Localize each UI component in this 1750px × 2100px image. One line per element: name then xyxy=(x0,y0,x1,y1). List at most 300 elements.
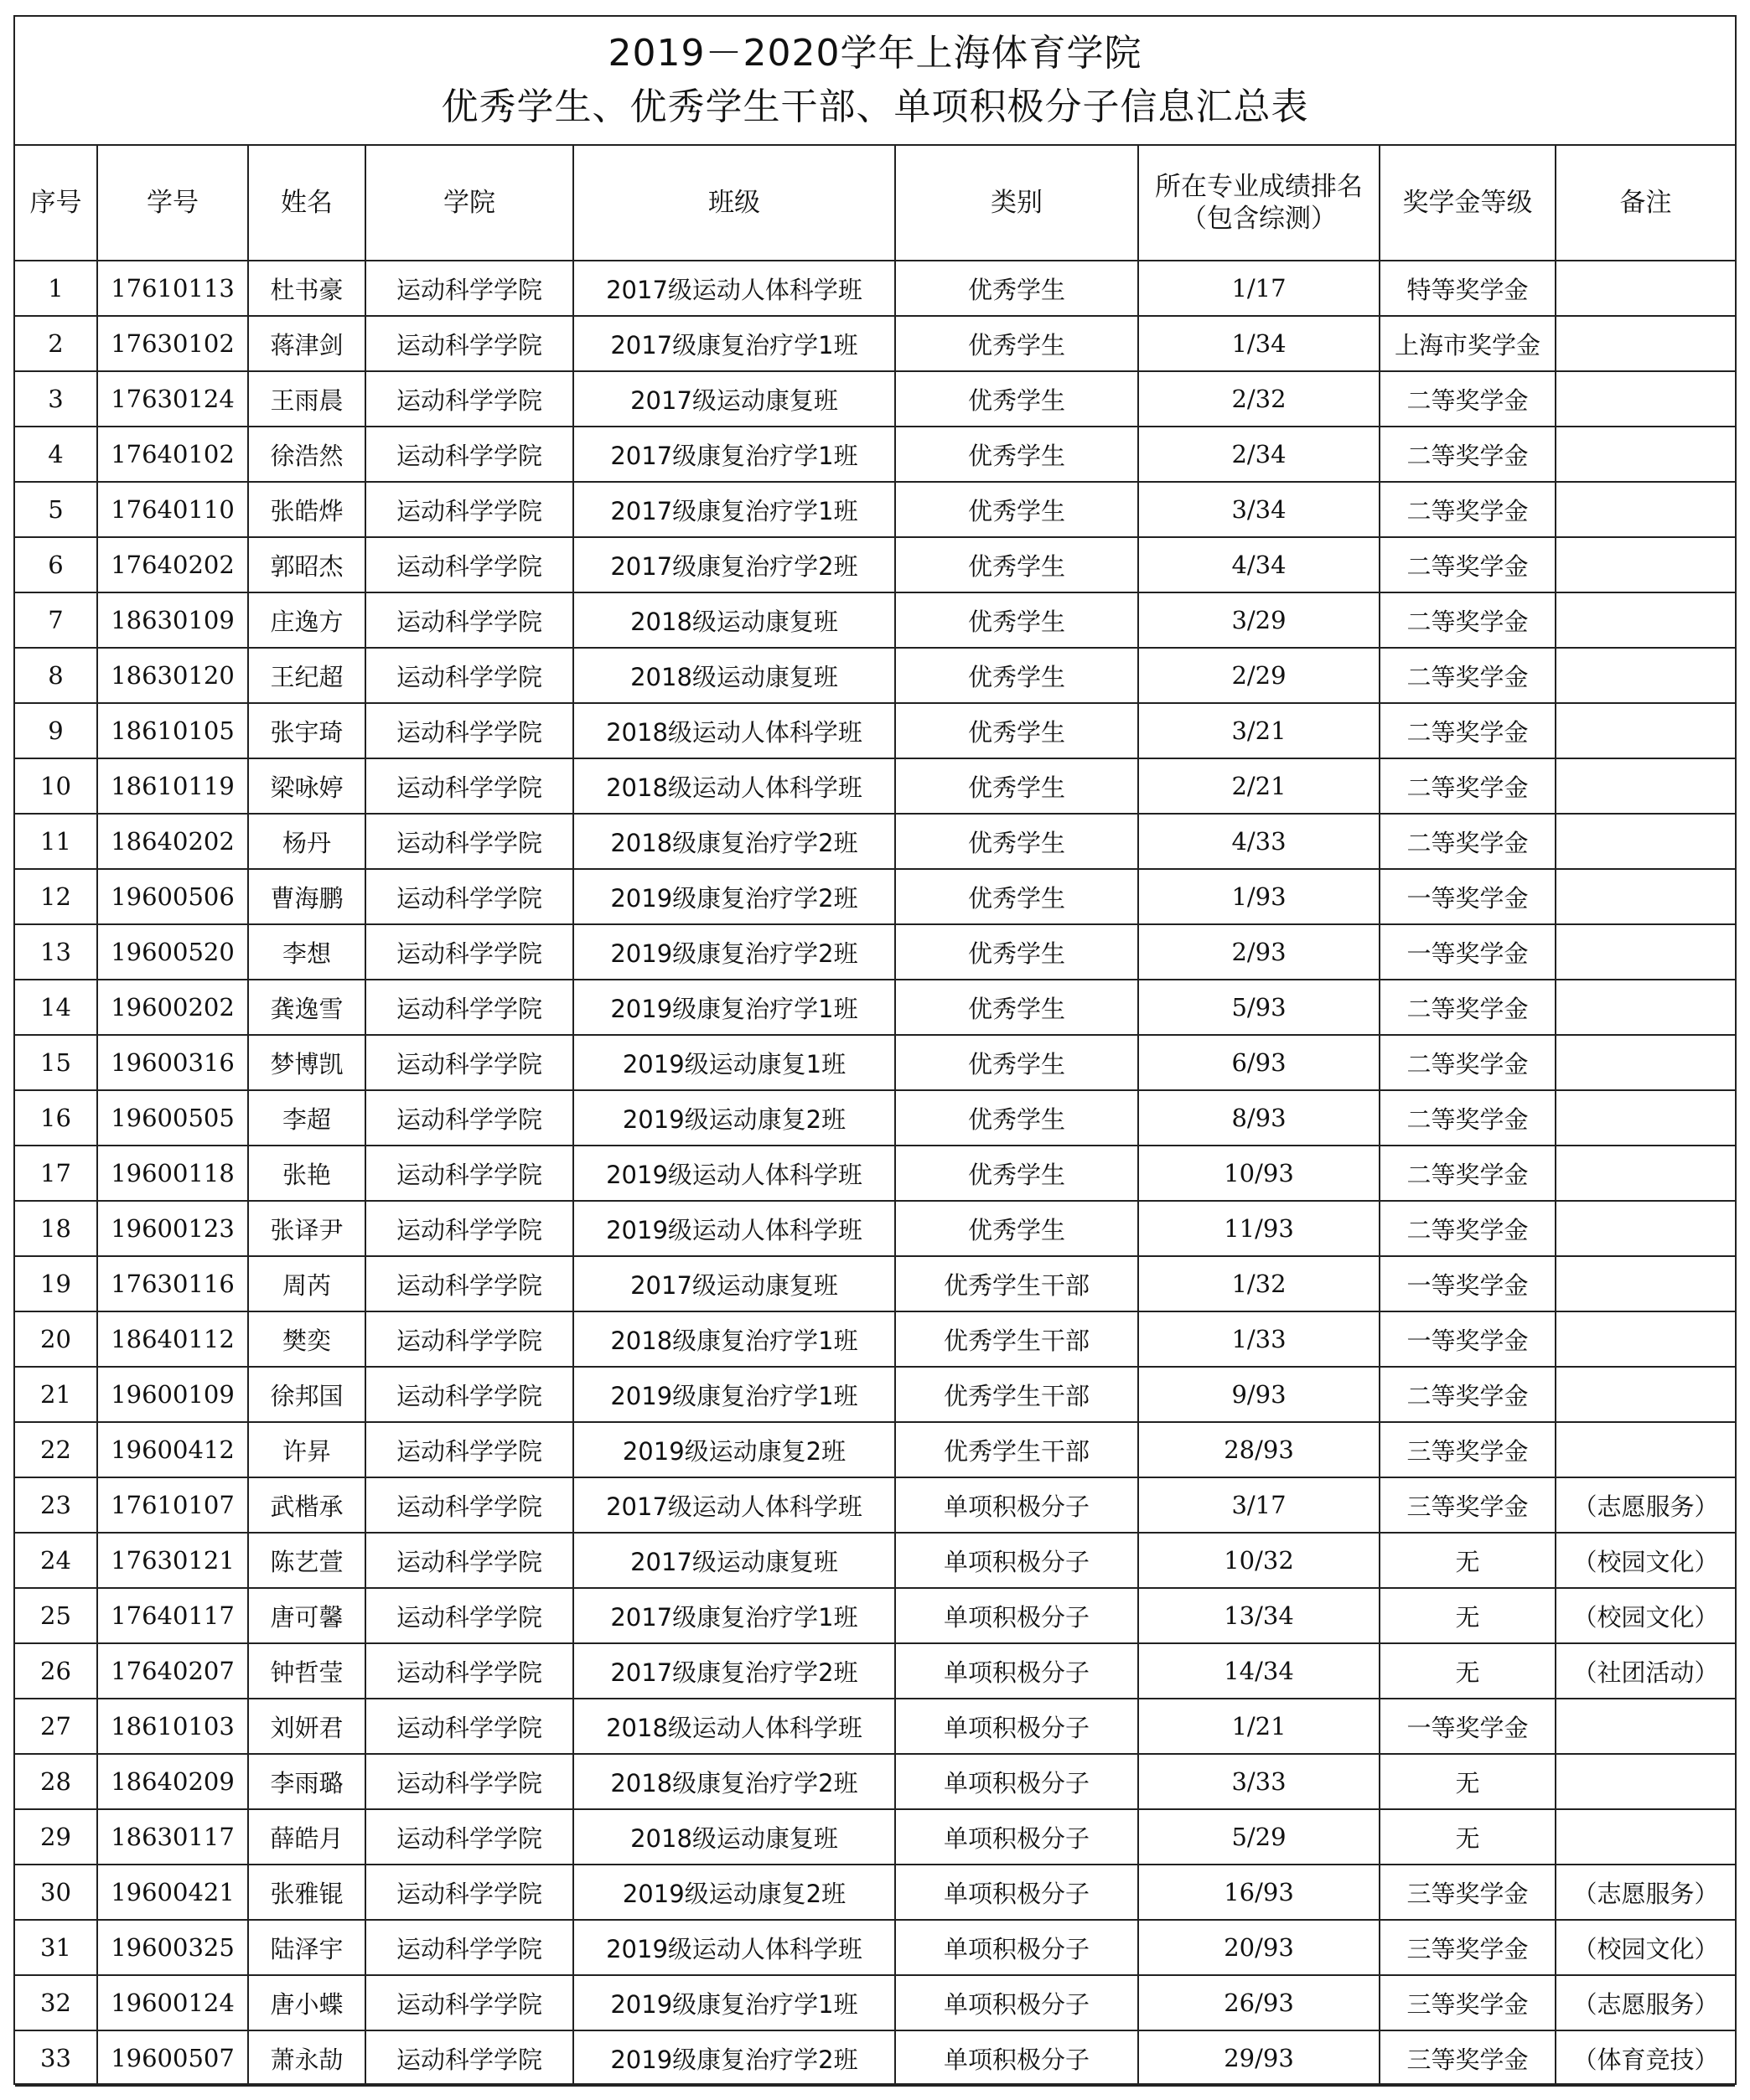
table-row xyxy=(15,1699,1735,1754)
class-cell: 2019级康复治疗学2班 xyxy=(573,2030,895,2086)
student-id-cell: 19600109 xyxy=(97,1367,248,1422)
college-cell: 运动科学学院 xyxy=(365,1090,573,1146)
student-id-cell: 17640117 xyxy=(97,1588,248,1643)
note-cell xyxy=(1556,869,1735,924)
table-row xyxy=(15,758,1735,814)
note-cell xyxy=(1556,1367,1735,1422)
college-cell: 运动科学学院 xyxy=(365,1201,573,1256)
rank-cell: 13/34 xyxy=(1138,1588,1380,1643)
class-cell: 2019级康复治疗学1班 xyxy=(573,1367,895,1422)
table-row xyxy=(15,1975,1735,2030)
note-cell xyxy=(1556,648,1735,703)
scholarship-cell: 二等奖学金 xyxy=(1380,427,1556,482)
category-cell: 优秀学生 xyxy=(895,1035,1138,1090)
college-cell: 运动科学学院 xyxy=(365,1643,573,1699)
scholarship-cell: 上海市奖学金 xyxy=(1380,316,1556,371)
name-cell: 樊奕 xyxy=(248,1311,365,1367)
scholarship-cell: 二等奖学金 xyxy=(1380,703,1556,758)
college-cell: 运动科学学院 xyxy=(365,1035,573,1090)
seq-cell: 6 xyxy=(15,537,97,592)
category-cell: 单项积极分子 xyxy=(895,1477,1138,1533)
college-cell: 运动科学学院 xyxy=(365,758,573,814)
category-cell: 单项积极分子 xyxy=(895,1975,1138,2030)
name-cell: 徐浩然 xyxy=(248,427,365,482)
category-cell: 单项积极分子 xyxy=(895,1754,1138,1809)
scholarship-cell: 三等奖学金 xyxy=(1380,1975,1556,2030)
student-id-cell: 17610107 xyxy=(97,1477,248,1533)
class-cell: 2018级康复治疗学1班 xyxy=(573,1311,895,1367)
seq-cell: 27 xyxy=(15,1699,97,1754)
table-row xyxy=(15,427,1735,482)
class-cell: 2017级康复治疗学1班 xyxy=(573,427,895,482)
scholarship-cell: 三等奖学金 xyxy=(1380,1920,1556,1975)
category-cell: 优秀学生 xyxy=(895,371,1138,427)
college-cell: 运动科学学院 xyxy=(365,1588,573,1643)
scholarship-cell: 二等奖学金 xyxy=(1380,371,1556,427)
name-cell: 庄逸方 xyxy=(248,592,365,648)
note-cell xyxy=(1556,1754,1735,1809)
college-cell: 运动科学学院 xyxy=(365,1699,573,1754)
seq-cell: 12 xyxy=(15,869,97,924)
table-row xyxy=(15,1643,1735,1699)
rank-cell: 2/34 xyxy=(1138,427,1380,482)
seq-cell: 16 xyxy=(15,1090,97,1146)
rank-cell: 5/29 xyxy=(1138,1809,1380,1865)
category-cell: 优秀学生 xyxy=(895,980,1138,1035)
category-cell: 优秀学生 xyxy=(895,1090,1138,1146)
rank-cell: 3/34 xyxy=(1138,482,1380,537)
note-cell xyxy=(1556,427,1735,482)
table-row xyxy=(15,703,1735,758)
note-cell xyxy=(1556,814,1735,869)
scholarship-cell: 三等奖学金 xyxy=(1380,1477,1556,1533)
scholarship-cell: 二等奖学金 xyxy=(1380,1201,1556,1256)
name-cell: 刘妍君 xyxy=(248,1699,365,1754)
scholarship-cell: 一等奖学金 xyxy=(1380,1311,1556,1367)
note-cell xyxy=(1556,371,1735,427)
scholarship-cell: 二等奖学金 xyxy=(1380,980,1556,1035)
scholarship-cell: 二等奖学金 xyxy=(1380,758,1556,814)
name-cell: 杨丹 xyxy=(248,814,365,869)
rank-cell: 10/93 xyxy=(1138,1146,1380,1201)
student-id-cell: 19600520 xyxy=(97,924,248,980)
class-cell: 2017级运动康复班 xyxy=(573,371,895,427)
rank-cell: 8/93 xyxy=(1138,1090,1380,1146)
table-row xyxy=(15,1920,1735,1975)
name-cell: 薛皓月 xyxy=(248,1809,365,1865)
class-cell: 2018级运动康复班 xyxy=(573,1809,895,1865)
scholarship-cell: 二等奖学金 xyxy=(1380,814,1556,869)
table-row xyxy=(15,2030,1735,2086)
college-cell: 运动科学学院 xyxy=(365,1920,573,1975)
note-cell xyxy=(1556,261,1735,316)
note-cell: （社团活动） xyxy=(1556,1643,1735,1699)
seq-cell: 23 xyxy=(15,1477,97,1533)
class-cell: 2019级康复治疗学2班 xyxy=(573,869,895,924)
rank-cell: 11/93 xyxy=(1138,1201,1380,1256)
table-row xyxy=(15,1367,1735,1422)
header-college: 学院 xyxy=(365,146,573,261)
student-id-cell: 19600412 xyxy=(97,1422,248,1477)
scholarship-cell: 二等奖学金 xyxy=(1380,1146,1556,1201)
student-id-cell: 19600325 xyxy=(97,1920,248,1975)
class-cell: 2018级运动康复班 xyxy=(573,648,895,703)
class-cell: 2019级运动康复2班 xyxy=(573,1422,895,1477)
college-cell: 运动科学学院 xyxy=(365,261,573,316)
category-cell: 优秀学生干部 xyxy=(895,1256,1138,1311)
rank-cell: 1/17 xyxy=(1138,261,1380,316)
name-cell: 王纪超 xyxy=(248,648,365,703)
note-cell xyxy=(1556,482,1735,537)
class-cell: 2019级康复治疗学1班 xyxy=(573,1975,895,2030)
note-cell xyxy=(1556,592,1735,648)
summary-sheet xyxy=(13,15,1737,2085)
college-cell: 运动科学学院 xyxy=(365,1367,573,1422)
class-cell: 2017级运动人体科学班 xyxy=(573,261,895,316)
rank-cell: 3/17 xyxy=(1138,1477,1380,1533)
category-cell: 优秀学生 xyxy=(895,316,1138,371)
name-cell: 郭昭杰 xyxy=(248,537,365,592)
note-cell: （体育竞技） xyxy=(1556,2030,1735,2086)
table-row xyxy=(15,648,1735,703)
table-row xyxy=(15,1809,1735,1865)
category-cell: 优秀学生 xyxy=(895,427,1138,482)
college-cell: 运动科学学院 xyxy=(365,1146,573,1201)
student-id-cell: 19600123 xyxy=(97,1201,248,1256)
header-scholarship: 奖学金等级 xyxy=(1380,146,1556,261)
rank-cell: 4/33 xyxy=(1138,814,1380,869)
class-cell: 2017级康复治疗学2班 xyxy=(573,537,895,592)
scholarship-cell: 无 xyxy=(1380,1754,1556,1809)
student-id-cell: 19600316 xyxy=(97,1035,248,1090)
name-cell: 李雨璐 xyxy=(248,1754,365,1809)
rank-cell: 6/93 xyxy=(1138,1035,1380,1090)
table-row xyxy=(15,1754,1735,1809)
table-row xyxy=(15,980,1735,1035)
header-rank-line-1: 所在专业成绩排名 xyxy=(1155,172,1363,202)
seq-cell: 19 xyxy=(15,1256,97,1311)
college-cell: 运动科学学院 xyxy=(365,592,573,648)
scholarship-cell: 二等奖学金 xyxy=(1380,1367,1556,1422)
header-rank xyxy=(1138,146,1380,261)
title-line-1: 2019－2020学年上海体育学院 xyxy=(608,32,1142,75)
class-cell: 2018级运动人体科学班 xyxy=(573,758,895,814)
scholarship-cell: 二等奖学金 xyxy=(1380,537,1556,592)
category-cell: 优秀学生 xyxy=(895,1146,1138,1201)
category-cell: 优秀学生 xyxy=(895,924,1138,980)
student-id-cell: 17640207 xyxy=(97,1643,248,1699)
category-cell: 单项积极分子 xyxy=(895,1699,1138,1754)
table-row xyxy=(15,1422,1735,1477)
note-cell xyxy=(1556,980,1735,1035)
class-cell: 2018级运动人体科学班 xyxy=(573,703,895,758)
seq-cell: 8 xyxy=(15,648,97,703)
scholarship-cell: 一等奖学金 xyxy=(1380,1699,1556,1754)
scholarship-cell: 三等奖学金 xyxy=(1380,1422,1556,1477)
category-cell: 单项积极分子 xyxy=(895,1920,1138,1975)
rank-cell: 1/32 xyxy=(1138,1256,1380,1311)
category-cell: 单项积极分子 xyxy=(895,1809,1138,1865)
student-id-cell: 18630117 xyxy=(97,1809,248,1865)
college-cell: 运动科学学院 xyxy=(365,1477,573,1533)
college-cell: 运动科学学院 xyxy=(365,1865,573,1920)
seq-cell: 15 xyxy=(15,1035,97,1090)
seq-cell: 20 xyxy=(15,1311,97,1367)
category-cell: 单项积极分子 xyxy=(895,1533,1138,1588)
rank-cell: 10/32 xyxy=(1138,1533,1380,1588)
student-id-cell: 19600124 xyxy=(97,1975,248,2030)
table-row xyxy=(15,261,1735,316)
seq-cell: 3 xyxy=(15,371,97,427)
name-cell: 张译尹 xyxy=(248,1201,365,1256)
header-student-id: 学号 xyxy=(97,146,248,261)
scholarship-cell: 一等奖学金 xyxy=(1380,869,1556,924)
rank-cell: 28/93 xyxy=(1138,1422,1380,1477)
college-cell: 运动科学学院 xyxy=(365,703,573,758)
name-cell: 陈艺萱 xyxy=(248,1533,365,1588)
seq-cell: 28 xyxy=(15,1754,97,1809)
category-cell: 单项积极分子 xyxy=(895,1865,1138,1920)
name-cell: 梦博凯 xyxy=(248,1035,365,1090)
college-cell: 运动科学学院 xyxy=(365,2030,573,2086)
college-cell: 运动科学学院 xyxy=(365,869,573,924)
category-cell: 优秀学生 xyxy=(895,814,1138,869)
rank-cell: 5/93 xyxy=(1138,980,1380,1035)
seq-cell: 26 xyxy=(15,1643,97,1699)
note-cell xyxy=(1556,1422,1735,1477)
note-cell: （校园文化） xyxy=(1556,1588,1735,1643)
class-cell: 2017级康复治疗学2班 xyxy=(573,1643,895,1699)
rank-cell: 29/93 xyxy=(1138,2030,1380,2086)
rank-cell: 1/33 xyxy=(1138,1311,1380,1367)
table-row xyxy=(15,1533,1735,1588)
seq-cell: 17 xyxy=(15,1146,97,1201)
note-cell: （志愿服务） xyxy=(1556,1975,1735,2030)
seq-cell: 30 xyxy=(15,1865,97,1920)
table-row xyxy=(15,1035,1735,1090)
title-block xyxy=(15,17,1735,146)
scholarship-cell: 一等奖学金 xyxy=(1380,1256,1556,1311)
name-cell: 张皓烨 xyxy=(248,482,365,537)
college-cell: 运动科学学院 xyxy=(365,1754,573,1809)
category-cell: 优秀学生 xyxy=(895,648,1138,703)
seq-cell: 22 xyxy=(15,1422,97,1477)
table-row xyxy=(15,924,1735,980)
class-cell: 2019级康复治疗学1班 xyxy=(573,980,895,1035)
note-cell xyxy=(1556,537,1735,592)
class-cell: 2019级运动人体科学班 xyxy=(573,1920,895,1975)
name-cell: 陆泽宇 xyxy=(248,1920,365,1975)
table-row xyxy=(15,482,1735,537)
scholarship-cell: 二等奖学金 xyxy=(1380,648,1556,703)
table-body xyxy=(15,261,1735,2086)
seq-cell: 2 xyxy=(15,316,97,371)
category-cell: 优秀学生干部 xyxy=(895,1367,1138,1422)
seq-cell: 32 xyxy=(15,1975,97,2030)
rank-cell: 1/21 xyxy=(1138,1699,1380,1754)
table-row xyxy=(15,316,1735,371)
seq-cell: 7 xyxy=(15,592,97,648)
note-cell xyxy=(1556,1256,1735,1311)
rank-cell: 2/21 xyxy=(1138,758,1380,814)
class-cell: 2017级康复治疗学1班 xyxy=(573,316,895,371)
seq-cell: 29 xyxy=(15,1809,97,1865)
college-cell: 运动科学学院 xyxy=(365,1975,573,2030)
header-seq: 序号 xyxy=(15,146,97,261)
scholarship-cell: 特等奖学金 xyxy=(1380,261,1556,316)
student-id-cell: 17630121 xyxy=(97,1533,248,1588)
table-row xyxy=(15,371,1735,427)
note-cell xyxy=(1556,1809,1735,1865)
category-cell: 单项积极分子 xyxy=(895,1643,1138,1699)
scholarship-cell: 三等奖学金 xyxy=(1380,1865,1556,1920)
student-id-cell: 19600507 xyxy=(97,2030,248,2086)
scholarship-cell: 三等奖学金 xyxy=(1380,2030,1556,2086)
college-cell: 运动科学学院 xyxy=(365,648,573,703)
college-cell: 运动科学学院 xyxy=(365,316,573,371)
table-row xyxy=(15,1146,1735,1201)
college-cell: 运动科学学院 xyxy=(365,924,573,980)
student-id-cell: 17640110 xyxy=(97,482,248,537)
class-cell: 2018级运动人体科学班 xyxy=(573,1699,895,1754)
scholarship-cell: 二等奖学金 xyxy=(1380,1090,1556,1146)
name-cell: 王雨晨 xyxy=(248,371,365,427)
note-cell: （志愿服务） xyxy=(1556,1865,1735,1920)
category-cell: 优秀学生 xyxy=(895,537,1138,592)
seq-cell: 11 xyxy=(15,814,97,869)
header-rank-line-2: （包含综测） xyxy=(1181,204,1337,234)
seq-cell: 1 xyxy=(15,261,97,316)
name-cell: 张雅锟 xyxy=(248,1865,365,1920)
note-cell xyxy=(1556,1311,1735,1367)
college-cell: 运动科学学院 xyxy=(365,814,573,869)
seq-cell: 14 xyxy=(15,980,97,1035)
scholarship-cell: 无 xyxy=(1380,1643,1556,1699)
student-id-cell: 18610119 xyxy=(97,758,248,814)
college-cell: 运动科学学院 xyxy=(365,1256,573,1311)
rank-cell: 1/34 xyxy=(1138,316,1380,371)
class-cell: 2019级运动人体科学班 xyxy=(573,1201,895,1256)
student-id-cell: 19600505 xyxy=(97,1090,248,1146)
name-cell: 杜书豪 xyxy=(248,261,365,316)
name-cell: 徐邦国 xyxy=(248,1367,365,1422)
category-cell: 优秀学生 xyxy=(895,869,1138,924)
college-cell: 运动科学学院 xyxy=(365,1533,573,1588)
college-cell: 运动科学学院 xyxy=(365,980,573,1035)
rank-cell: 1/93 xyxy=(1138,869,1380,924)
class-cell: 2017级康复治疗学1班 xyxy=(573,1588,895,1643)
name-cell: 曹海鹏 xyxy=(248,869,365,924)
note-cell: （校园文化） xyxy=(1556,1533,1735,1588)
note-cell xyxy=(1556,1035,1735,1090)
name-cell: 萧永劼 xyxy=(248,2030,365,2086)
student-id-cell: 19600506 xyxy=(97,869,248,924)
student-id-cell: 18610103 xyxy=(97,1699,248,1754)
category-cell: 优秀学生 xyxy=(895,703,1138,758)
student-id-cell: 18630109 xyxy=(97,592,248,648)
table-row xyxy=(15,1090,1735,1146)
student-id-cell: 19600202 xyxy=(97,980,248,1035)
table-row xyxy=(15,1256,1735,1311)
college-cell: 运动科学学院 xyxy=(365,1809,573,1865)
table-row xyxy=(15,1588,1735,1643)
class-cell: 2017级运动康复班 xyxy=(573,1533,895,1588)
name-cell: 唐可馨 xyxy=(248,1588,365,1643)
note-cell xyxy=(1556,316,1735,371)
category-cell: 优秀学生 xyxy=(895,1201,1138,1256)
rank-cell: 9/93 xyxy=(1138,1367,1380,1422)
table-row xyxy=(15,1477,1735,1533)
name-cell: 梁咏婷 xyxy=(248,758,365,814)
rank-cell: 4/34 xyxy=(1138,537,1380,592)
college-cell: 运动科学学院 xyxy=(365,371,573,427)
table-row xyxy=(15,869,1735,924)
class-cell: 2019级运动康复2班 xyxy=(573,1865,895,1920)
category-cell: 单项积极分子 xyxy=(895,2030,1138,2086)
class-cell: 2019级运动康复1班 xyxy=(573,1035,895,1090)
note-cell xyxy=(1556,1090,1735,1146)
header-note: 备注 xyxy=(1556,146,1735,261)
seq-cell: 9 xyxy=(15,703,97,758)
scholarship-cell: 一等奖学金 xyxy=(1380,924,1556,980)
student-id-cell: 19600421 xyxy=(97,1865,248,1920)
seq-cell: 21 xyxy=(15,1367,97,1422)
rank-cell: 2/29 xyxy=(1138,648,1380,703)
seq-cell: 4 xyxy=(15,427,97,482)
student-id-cell: 17630124 xyxy=(97,371,248,427)
table-row xyxy=(15,1201,1735,1256)
name-cell: 周芮 xyxy=(248,1256,365,1311)
note-cell xyxy=(1556,703,1735,758)
scholarship-cell: 无 xyxy=(1380,1533,1556,1588)
seq-cell: 13 xyxy=(15,924,97,980)
category-cell: 优秀学生 xyxy=(895,758,1138,814)
table-row xyxy=(15,592,1735,648)
seq-cell: 25 xyxy=(15,1588,97,1643)
student-id-cell: 17640102 xyxy=(97,427,248,482)
name-cell: 许昇 xyxy=(248,1422,365,1477)
seq-cell: 33 xyxy=(15,2030,97,2086)
class-cell: 2018级康复治疗学2班 xyxy=(573,814,895,869)
note-cell xyxy=(1556,924,1735,980)
student-id-cell: 18630120 xyxy=(97,648,248,703)
rank-cell: 2/32 xyxy=(1138,371,1380,427)
rank-cell: 2/93 xyxy=(1138,924,1380,980)
name-cell: 张艳 xyxy=(248,1146,365,1201)
class-cell: 2017级康复治疗学1班 xyxy=(573,482,895,537)
class-cell: 2019级运动康复2班 xyxy=(573,1090,895,1146)
class-cell: 2019级运动人体科学班 xyxy=(573,1146,895,1201)
name-cell: 张宇琦 xyxy=(248,703,365,758)
note-cell xyxy=(1556,1699,1735,1754)
student-id-cell: 18640209 xyxy=(97,1754,248,1809)
table-row xyxy=(15,814,1735,869)
header-row xyxy=(15,146,1735,261)
class-cell: 2018级康复治疗学2班 xyxy=(573,1754,895,1809)
scholarship-cell: 无 xyxy=(1380,1809,1556,1865)
table-row xyxy=(15,1865,1735,1920)
name-cell: 武楷承 xyxy=(248,1477,365,1533)
scholarship-cell: 二等奖学金 xyxy=(1380,482,1556,537)
seq-cell: 5 xyxy=(15,482,97,537)
rank-cell: 3/21 xyxy=(1138,703,1380,758)
scholarship-cell: 二等奖学金 xyxy=(1380,1035,1556,1090)
student-id-cell: 17640202 xyxy=(97,537,248,592)
student-id-cell: 17610113 xyxy=(97,261,248,316)
student-id-cell: 17630102 xyxy=(97,316,248,371)
student-id-cell: 18640202 xyxy=(97,814,248,869)
table-row xyxy=(15,1311,1735,1367)
